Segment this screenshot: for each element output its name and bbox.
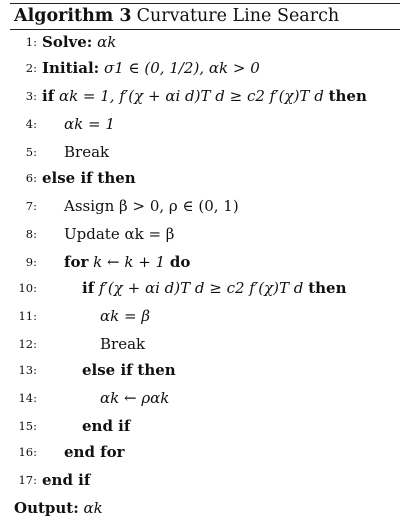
statement: Update αk = β (64, 225, 175, 243)
output-value: αk (83, 499, 103, 517)
line-number: 14: (18, 391, 37, 405)
algorithm-title: Curvature Line Search (136, 6, 340, 26)
statement: σ1 ∈ (0, 1/2), αk > 0 (103, 59, 260, 77)
line-number: 17: (18, 473, 37, 487)
statement: Assign β > 0, ρ ∈ (0, 1) (64, 197, 239, 215)
line-content (64, 112, 115, 136)
keyword: else if (82, 361, 133, 379)
line-number: 16: (18, 445, 37, 459)
line-content (64, 440, 125, 464)
line-content (100, 304, 150, 328)
line-content (64, 194, 239, 218)
algorithm-output (14, 496, 103, 520)
keyword: end if (82, 417, 131, 435)
line-content (42, 56, 260, 80)
line-content (42, 166, 136, 190)
line-content (100, 332, 145, 356)
output-label: Output: (14, 499, 79, 517)
line-number: 15: (18, 419, 37, 433)
line-number: 7: (25, 199, 37, 213)
line-content (64, 250, 190, 274)
keyword: else if (42, 169, 93, 187)
line-content (82, 276, 347, 300)
line-number: 1: (25, 35, 37, 49)
statement: αk (97, 33, 117, 51)
line-number: 8: (25, 227, 37, 241)
statement: αk ← ραk (100, 389, 170, 407)
keyword-trailing: do (169, 253, 191, 271)
keyword: end for (64, 443, 125, 461)
line-content (42, 84, 367, 108)
keyword: end if (42, 471, 91, 489)
keyword-trailing: then (328, 87, 367, 105)
keyword: for (64, 253, 89, 271)
algorithm-caption (14, 6, 339, 26)
keyword: Solve: (42, 33, 93, 51)
keyword-trailing: then (308, 279, 347, 297)
line-number: 4: (25, 117, 37, 131)
line-number: 3: (25, 89, 37, 103)
line-number: 12: (18, 337, 37, 351)
statement: Break (64, 143, 110, 161)
line-content (64, 222, 174, 246)
statement: Break (100, 335, 146, 353)
line-number: 9: (25, 255, 37, 269)
line-number: 6: (25, 171, 37, 185)
keyword-trailing: then (97, 169, 136, 187)
line-content (100, 386, 169, 410)
line-content (82, 414, 130, 438)
line-content (42, 468, 90, 492)
line-content (42, 30, 116, 54)
keyword-trailing: then (137, 361, 176, 379)
keyword: if (82, 279, 95, 297)
line-number: 5: (25, 145, 37, 159)
algorithm-label: Algorithm 3 (14, 6, 132, 26)
statement: f′(χ + αi d)T d ≥ c2 f′(χ)T d (98, 279, 304, 297)
line-number: 10: (18, 281, 37, 295)
keyword: if (42, 87, 55, 105)
statement: αk = 1 (64, 115, 115, 133)
statement: αk = 1, f′(χ + αi d)T d ≥ c2 f′(χ)T d (58, 87, 324, 105)
statement: k ← k + 1 (93, 253, 166, 271)
line-number: 13: (18, 363, 37, 377)
line-content (82, 358, 176, 382)
top-rule (10, 3, 400, 4)
line-content (64, 140, 109, 164)
statement: αk = β (100, 307, 150, 325)
line-number: 11: (18, 309, 37, 323)
line-number: 2: (25, 61, 37, 75)
keyword: Initial: (42, 59, 100, 77)
